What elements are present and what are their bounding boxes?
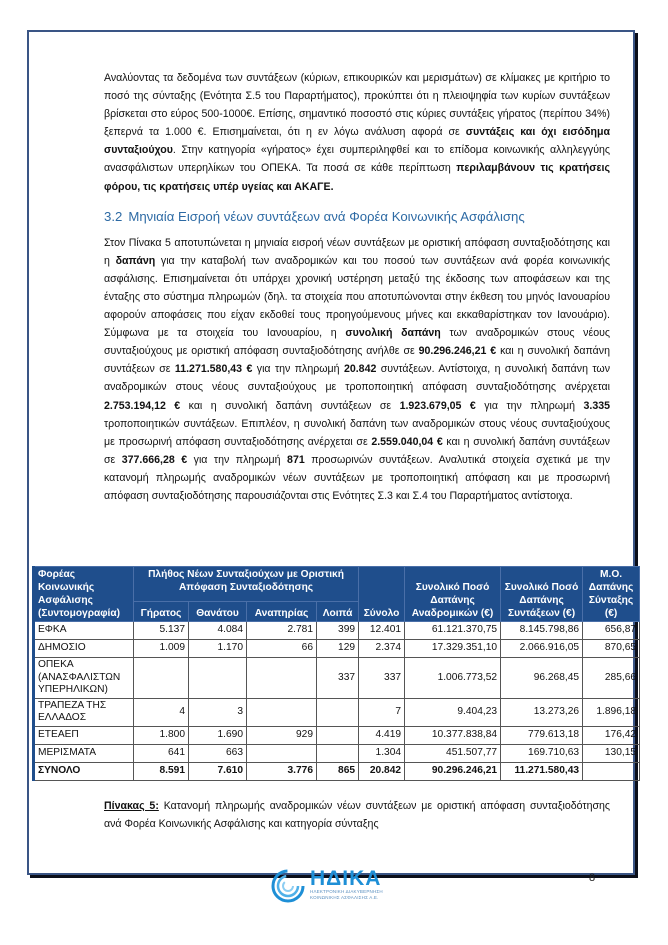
- cell-total: 7: [359, 698, 405, 726]
- header-fund: Φορέας Κοινωνικής Ασφάλισης (Συντομογραφία): [34, 567, 134, 622]
- cell-other: 399: [317, 622, 359, 640]
- cell-retro: 1.006.773,52: [405, 658, 501, 699]
- cell-retro: 90.296.246,21: [405, 762, 501, 780]
- table-row: [34, 658, 640, 699]
- cell-pension: 11.271.580,43: [501, 762, 583, 780]
- pension-table: [32, 566, 640, 781]
- cell-avg: 130,15: [583, 744, 640, 762]
- cell-pension: 13.273,26: [501, 698, 583, 726]
- cell-death: 1.170: [189, 640, 247, 658]
- cell-total: 2.374: [359, 640, 405, 658]
- header-other: Λοιπά: [317, 602, 359, 622]
- cell-old-age: 1.800: [134, 726, 189, 744]
- text: των αναδρομικών στους νέους συνταξιούχους με οριστική απόφαση συνταξιοδότησης ανήλθε σε: [104, 327, 610, 358]
- cell-disability: [247, 744, 317, 762]
- table-row: [34, 622, 640, 640]
- header-disability: Αναπηρίας: [247, 602, 317, 622]
- cell-fund: ΔΗΜΟΣΙΟ: [34, 640, 134, 658]
- cell-total: 337: [359, 658, 405, 699]
- cell-old-age: 5.137: [134, 622, 189, 640]
- bold-amount: 90.296.246,21 €: [418, 345, 497, 358]
- cell-other: 865: [317, 762, 359, 780]
- cell-avg: 1.896,18: [583, 698, 640, 726]
- cell-other: 337: [317, 658, 359, 699]
- text: Στον Πίνακα 5 αποτυπώνεται η μηνιαία εισροή νέων συντάξεων με οριστική απόφαση συνταξιοδότησης και η: [104, 236, 610, 267]
- cell-total: 1.304: [359, 744, 405, 762]
- page-content: [104, 69, 610, 505]
- cell-pension: 2.066.916,05: [501, 640, 583, 658]
- caption-label: Πίνακας 5:: [104, 800, 159, 812]
- cell-pension: 169.710,63: [501, 744, 583, 762]
- header-avg: Μ.Ο. Δαπάνης Σύνταξης (€): [583, 567, 640, 622]
- table-row: [34, 698, 640, 726]
- cell-death: 3: [189, 698, 247, 726]
- cell-fund: ΣΥΝΟΛΟ: [34, 762, 134, 780]
- cell-fund: ΕΤΕΑΕΠ: [34, 726, 134, 744]
- cell-fund: ΟΠΕΚΑ (ΑΝΑΣΦΑΛΙΣΤΩΝ ΥΠΕΡΗΛΙΚΩΝ): [34, 658, 134, 699]
- table-total-row: [34, 762, 640, 780]
- bold-amount: 2.753.194,12 €: [104, 399, 181, 412]
- cell-total: 4.419: [359, 726, 405, 744]
- bold-amount: 11.271.580,43 €: [174, 363, 253, 376]
- bold-amount: 3.335: [583, 399, 611, 412]
- cell-death: 7.610: [189, 762, 247, 780]
- cell-disability: 2.781: [247, 622, 317, 640]
- bold-text: συντάξεις και όχι εισόδημα συνταξιούχου: [104, 126, 611, 157]
- header-total: Σύνολο: [359, 567, 405, 622]
- paragraph-pension-analysis: [104, 69, 610, 196]
- bold-text: περιλαμβάνουν τις κρατήσεις φόρου, τις κρατήσεις υπέρ υγείας και ΑΚΑΓΕ.: [104, 162, 610, 193]
- cell-disability: 3.776: [247, 762, 317, 780]
- section-title: Μηνιαία Εισροή νέων συντάξεων ανά Φορέα Κοινωνικής Ασφάλισης: [128, 208, 525, 224]
- bold-text: δαπάνη: [115, 254, 156, 267]
- text: . Στην κατηγορία «γήρατος» έχει συμπεριληφθεί και το επίδομα κοινωνικής αλληλεγγύης ανασφάλιστων υπερηλίκων του ΟΠΕΚΑ. Τα ποσά σε κάθε περίπτωση: [104, 144, 610, 175]
- text: και η συνολική δαπάνη συντάξεων σε: [180, 399, 400, 412]
- text: συντάξεων. Αντίστοιχα, η συνολική δαπάνη των αναδρομικών στους νέους συνταξιούχους με τροποποιητική απόφαση συνταξιοδότησης ανέρχεται: [104, 363, 611, 394]
- cell-fund: ΕΦΚΑ: [34, 622, 134, 640]
- text: τροποποιητικών συντάξεων. Επιπλέον, η συνολική δαπάνη των αναδρομικών στους νέους συνταξιούχους με προσωρινή απόφαση συνταξιοδότησης ανέρχεται σε: [104, 417, 610, 448]
- cell-other: [317, 726, 359, 744]
- cell-avg: 870,65: [583, 640, 640, 658]
- text: για την πληρωμή: [187, 453, 288, 466]
- paragraph-monthly-inflow: [104, 234, 610, 505]
- bold-amount: 871: [287, 453, 305, 466]
- bold-amount: 2.559.040,04 €: [371, 435, 443, 448]
- logo-subtitle: ΗΛΕΚΤΡΟΝΙΚΗ ΔΙΑΚΥΒΕΡΝΗΣΗ: [310, 889, 383, 894]
- header-retro: Συνολικό Ποσό Δαπάνης Αναδρομικών (€): [405, 567, 501, 622]
- cell-disability: [247, 698, 317, 726]
- cell-death: [189, 658, 247, 699]
- cell-old-age: [134, 658, 189, 699]
- text: για την πληρωμή: [475, 399, 584, 412]
- header-pension: Συνολικό Ποσό Δαπάνης Συντάξεων (€): [501, 567, 583, 622]
- cell-death: 1.690: [189, 726, 247, 744]
- cell-old-age: 1.009: [134, 640, 189, 658]
- text: και η συνολική δαπάνη συντάξεων σε: [104, 345, 610, 376]
- text: και η συνολική δαπάνη συντάξεων σε: [104, 435, 610, 466]
- bold-text: συνολική δαπάνη: [345, 327, 441, 340]
- table-row: [34, 744, 640, 762]
- cell-retro: 9.404,23: [405, 698, 501, 726]
- cell-retro: 61.121.370,75: [405, 622, 501, 640]
- caption-text: Κατανομή πληρωμής αναδρομικών νέων συντάξεων με οριστική απόφαση συνταξιοδότησης ανά Φορέα Κοινωνικής Ασφάλισης και κατηγορία σύνταξης: [104, 800, 610, 830]
- header-death: Θανάτου: [189, 602, 247, 622]
- cell-total: 20.842: [359, 762, 405, 780]
- section-number: 3.2: [104, 208, 123, 224]
- cell-other: [317, 744, 359, 762]
- cell-other: 129: [317, 640, 359, 658]
- cell-death: 4.084: [189, 622, 247, 640]
- table-caption: [104, 797, 610, 833]
- header-old-age: Γήρατος: [134, 602, 189, 622]
- cell-retro: 451.507,77: [405, 744, 501, 762]
- page-number: 8: [589, 872, 596, 884]
- cell-old-age: 641: [134, 744, 189, 762]
- cell-pension: 96.268,45: [501, 658, 583, 699]
- cell-other: [317, 698, 359, 726]
- cell-avg: 656,87: [583, 622, 640, 640]
- table-row: [34, 726, 640, 744]
- cell-total: 12.401: [359, 622, 405, 640]
- cell-pension: 779.613,18: [501, 726, 583, 744]
- cell-old-age: 4: [134, 698, 189, 726]
- idika-logo: [270, 866, 410, 904]
- cell-death: 663: [189, 744, 247, 762]
- text: Αναλύοντας τα δεδομένα των συντάξεων (κύριων, επικουρικών και μερισμάτων) σε κλίμακες με κριτήριο το ποσό της σύνταξης (Ενότητα Σ.5 του Παραρτήματος), προκύπτει ότι η πλειοψηφία των κυρίων συντάξεων βρίσκεται στο εύρος 500-1000€. Επίσης, σημαντικό ποσοστό στις κύριες συντάξεις γήρατος (περίπου 34%) ξεπερνά τα 1.000 €. Επισημαίνεται, ότι η εν λόγω ανάλυση αφορά σε: [104, 72, 610, 139]
- logo-subtitle: ΚΟΙΝΩΝΙΚΗΣ ΑΣΦΑΛΙΣΗΣ Α.Ε.: [310, 895, 379, 900]
- cell-disability: [247, 658, 317, 699]
- header-group: Πλήθος Νέων Συνταξιούχων με Οριστική Απόφαση Συνταξιοδότησης: [134, 567, 359, 602]
- cell-fund: ΜΕΡΙΣΜΑΤΑ: [34, 744, 134, 762]
- swirl-logo-icon: [270, 867, 306, 903]
- cell-disability: 66: [247, 640, 317, 658]
- text: προσωρινών συντάξεων. Αναλυτικά στοιχεία σχετικά με την κατανομή πληρωμής αναδρομικών νέων συντάξεων με τροποποιητική απόφαση και με προσωρινή απόφαση συνταξιοδότησης παρουσιάζονται στις Ενότητες Σ.3 και Σ.4 του Παραρτήματος αντίστοιχα.: [104, 453, 610, 502]
- cell-retro: 10.377.838,84: [405, 726, 501, 744]
- cell-avg: [583, 762, 640, 780]
- cell-retro: 17.329.351,10: [405, 640, 501, 658]
- text: για την καταβολή των αναδρομικών και του ποσού των συντάξεων ανά φορέα κοινωνικής ασφάλισης. Επισημαίνεται ότι υπάρχει χρονική υστέρηση μεταξύ της έκδοσης των αποφάσεων και της ένταξης στο σύστημα πληρωμών (δηλ. τα στοιχεία που αποτυπώνονται στην έκθεση του μηνός Ιανουαρίου αφορούν αποφάσεις που είχαν εκδοθεί τους προηγούμενους μήνες και εκκαθαρίστηκαν τον Ιανουάριο). Σύμφωνα με τα στοιχεία του Ιανουαρίου, η: [104, 254, 610, 340]
- bold-amount: 377.666,28 €: [121, 453, 188, 466]
- cell-disability: 929: [247, 726, 317, 744]
- logo-wordmark: ΗΔΙΚΑ: [310, 867, 382, 890]
- section-heading: [104, 208, 610, 226]
- table-row: [34, 640, 640, 658]
- bold-amount: 1.923.679,05 €: [399, 399, 476, 412]
- cell-avg: 285,66: [583, 658, 640, 699]
- cell-old-age: 8.591: [134, 762, 189, 780]
- cell-pension: 8.145.798,86: [501, 622, 583, 640]
- text: για την πληρωμή: [252, 363, 344, 376]
- cell-avg: 176,42: [583, 726, 640, 744]
- cell-fund: ΤΡΑΠΕΖΑ ΤΗΣ ΕΛΛΑΔΟΣ: [34, 698, 134, 726]
- bold-amount: 20.842: [343, 363, 377, 376]
